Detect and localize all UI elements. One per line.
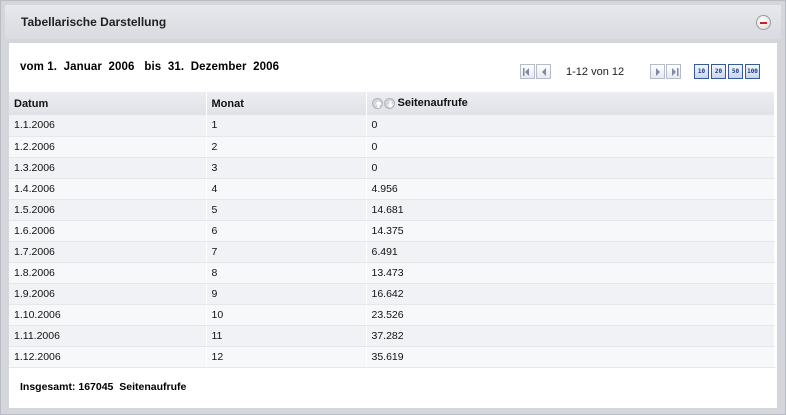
panel-title: Tabellarische Darstellung [21, 15, 167, 29]
column-header-datum[interactable]: Datum [9, 92, 206, 115]
cell-monat: 9 [206, 283, 366, 304]
total-summary: Insgesamt: 167045 Seitenaufrufe [20, 381, 187, 393]
table-row [9, 304, 775, 325]
sort-descending-icon[interactable] [384, 98, 395, 109]
cell-seitenaufrufe: 6.491 [366, 241, 775, 262]
table-header-row [9, 92, 775, 115]
sort-controls [372, 98, 396, 110]
cell-datum: 1.8.2006 [9, 262, 206, 283]
cell-datum: 1.4.2006 [9, 178, 206, 199]
table-row [9, 325, 775, 346]
data-table [9, 92, 775, 368]
cell-datum: 1.5.2006 [9, 199, 206, 220]
cell-monat: 1 [206, 115, 366, 136]
page-size-50-button[interactable]: 50 [728, 64, 743, 79]
cell-seitenaufrufe: 4.956 [366, 178, 775, 199]
table-row [9, 157, 775, 178]
page-size-20-button[interactable]: 20 [711, 64, 726, 79]
minus-circle-icon[interactable] [756, 15, 771, 30]
page-size-100-button[interactable]: 100 [745, 64, 760, 79]
column-header-monat[interactable]: Monat [206, 92, 366, 115]
table-row [9, 199, 775, 220]
cell-seitenaufrufe: 35.619 [366, 346, 775, 367]
cell-monat: 11 [206, 325, 366, 346]
table-row [9, 136, 775, 157]
cell-seitenaufrufe: 14.375 [366, 220, 775, 241]
panel-header [5, 5, 781, 39]
next-page-icon[interactable] [650, 64, 665, 79]
first-page-icon[interactable] [520, 64, 535, 79]
cell-datum: 1.10.2006 [9, 304, 206, 325]
sort-ascending-icon[interactable] [372, 98, 383, 109]
cell-datum: 1.9.2006 [9, 283, 206, 304]
cell-seitenaufrufe: 23.526 [366, 304, 775, 325]
table-row [9, 220, 775, 241]
last-page-icon[interactable] [666, 64, 681, 79]
cell-seitenaufrufe: 0 [366, 136, 775, 157]
cell-monat: 5 [206, 199, 366, 220]
cell-monat: 7 [206, 241, 366, 262]
table-row [9, 283, 775, 304]
cell-monat: 10 [206, 304, 366, 325]
cell-seitenaufrufe: 0 [366, 157, 775, 178]
table-row [9, 115, 775, 136]
cell-monat: 3 [206, 157, 366, 178]
cell-datum: 1.7.2006 [9, 241, 206, 262]
cell-seitenaufrufe: 16.642 [366, 283, 775, 304]
cell-seitenaufrufe: 13.473 [366, 262, 775, 283]
table-row [9, 346, 775, 367]
cell-datum: 1.11.2006 [9, 325, 206, 346]
cell-datum: 1.12.2006 [9, 346, 206, 367]
cell-datum: 1.1.2006 [9, 115, 206, 136]
cell-seitenaufrufe: 37.282 [366, 325, 775, 346]
previous-page-icon[interactable] [536, 64, 551, 79]
column-header-seitenaufrufe[interactable] [366, 92, 775, 115]
cell-monat: 12 [206, 346, 366, 367]
cell-seitenaufrufe: 0 [366, 115, 775, 136]
pagination [520, 63, 765, 81]
column-header-label: Seitenaufrufe [397, 97, 468, 110]
cell-monat: 8 [206, 262, 366, 283]
cell-monat: 4 [206, 178, 366, 199]
table-body [9, 115, 775, 367]
cell-monat: 6 [206, 220, 366, 241]
cell-datum: 1.6.2006 [9, 220, 206, 241]
cell-datum: 1.3.2006 [9, 157, 206, 178]
cell-monat: 2 [206, 136, 366, 157]
cell-seitenaufrufe: 14.681 [366, 199, 775, 220]
table-row [9, 262, 775, 283]
panel-body [9, 43, 777, 408]
page-size-10-button[interactable]: 10 [694, 64, 709, 79]
page-info: 1-12 von 12 [566, 66, 625, 78]
table-row [9, 241, 775, 262]
cell-datum: 1.2.2006 [9, 136, 206, 157]
table-row [9, 178, 775, 199]
date-range-text: vom 1. Januar 2006 bis 31. Dezember 2006 [20, 61, 280, 73]
